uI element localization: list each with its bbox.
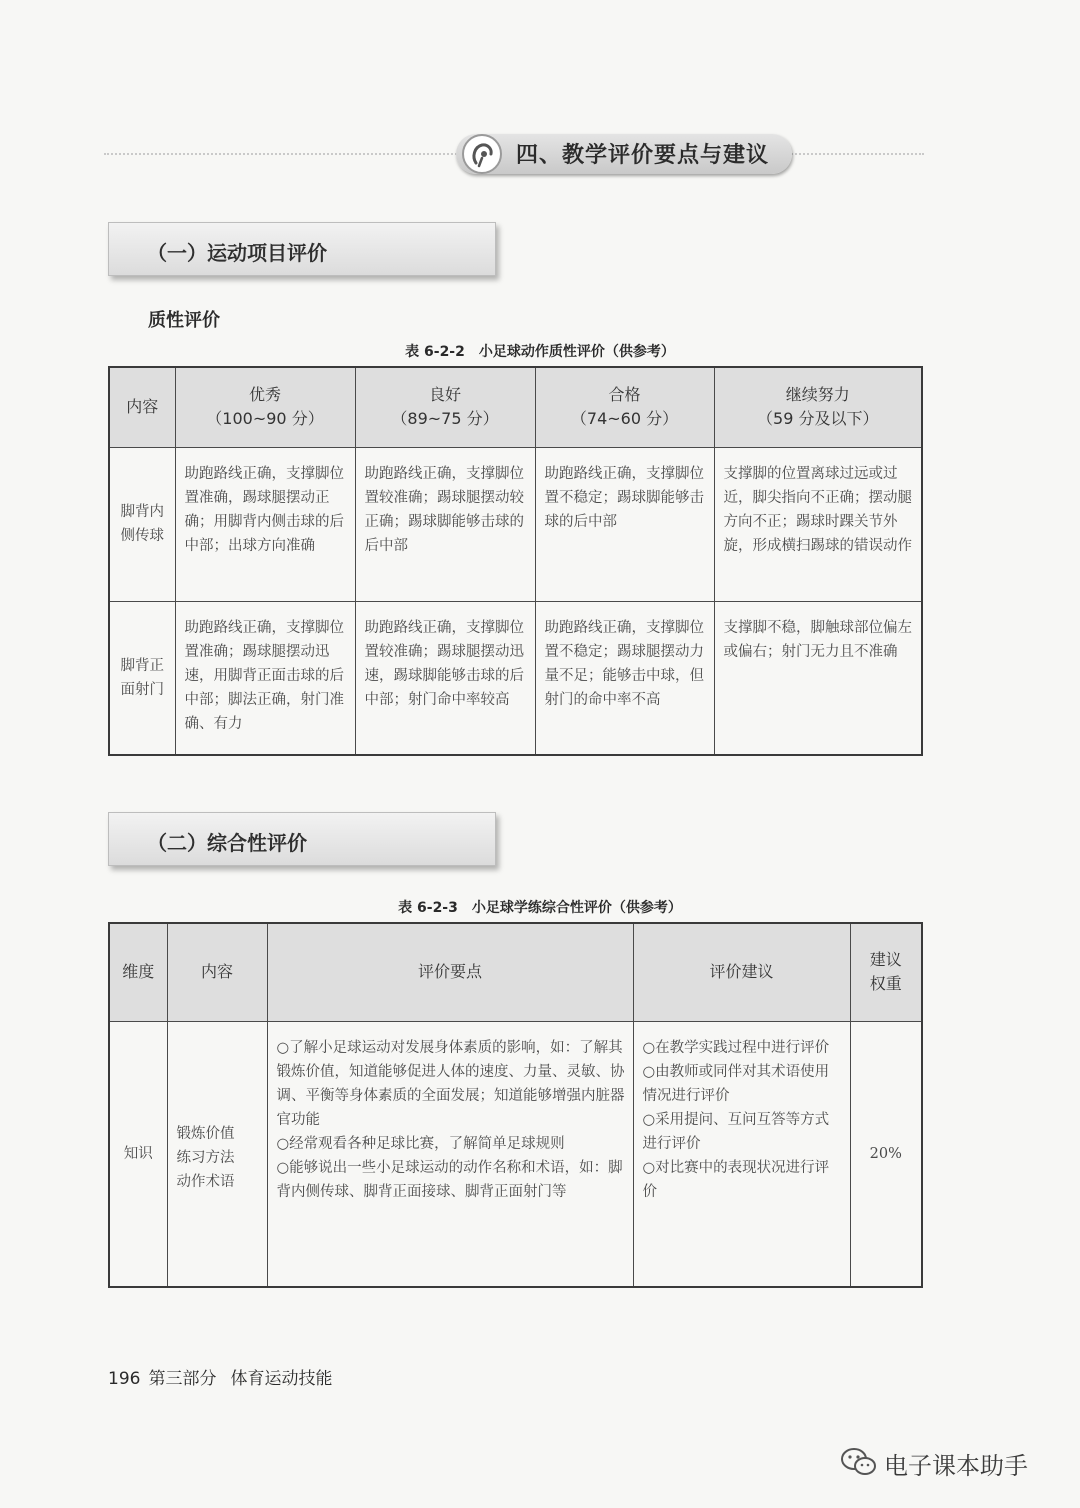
- row-weight: 20%: [850, 1021, 922, 1287]
- cell-keep-trying: 支撑脚的位置离球过远或过近，脚尖指向不正确；摆动腿方向不正；踢球时踝关节外旋，形成横扫踢球的错误动作: [714, 447, 922, 601]
- row-label: 脚背正面射门: [109, 601, 175, 755]
- header-pass: 合格 （74~60 分）: [535, 367, 714, 447]
- section-badge-icon: [462, 134, 502, 174]
- section-banner: [104, 134, 924, 174]
- wechat-watermark: [840, 1444, 1050, 1480]
- header-excellent: 优秀 （100~90 分）: [175, 367, 355, 447]
- table1-caption-text: 小足球动作质性评价（供参考）: [478, 344, 675, 360]
- page-number: 196: [108, 1369, 141, 1389]
- footer-part-title: 体育运动技能: [230, 1369, 333, 1389]
- table-header-row: [109, 923, 922, 1021]
- page-footer: [108, 1364, 332, 1389]
- wechat-account-name: 电子课本助手: [884, 1452, 1028, 1480]
- header-suggested-weight: 建议 权重: [850, 923, 922, 1021]
- cell-pass: 助跑路线正确，支撑脚位置不稳定；踢球脚能够击球的后中部: [535, 447, 714, 601]
- table-header-row: [109, 367, 922, 447]
- table2-caption-number: 表 6-2-3: [398, 900, 458, 916]
- wechat-icon: [840, 1446, 878, 1478]
- footer-part: 第三部分: [148, 1369, 217, 1389]
- table2-caption-text: 小足球学练综合性评价（供参考）: [471, 900, 682, 916]
- sub-banner-title: （二）综合性评价: [147, 831, 307, 855]
- sub-banner-title: （一）运动项目评价: [147, 241, 327, 265]
- cell-excellent: 助跑路线正确，支撑脚位置准确；踢球腿摆动迅速，用脚背正面击球的后中部；脚法正确，射门准确、有力: [175, 601, 355, 755]
- cell-pass: 助跑路线正确，支撑脚位置不稳定；踢球腿摆动力量不足；能够击中球，但射门的命中率不高: [535, 601, 714, 755]
- header-content: 内容: [167, 923, 267, 1021]
- row-content: 锻炼价值 练习方法 动作术语: [167, 1021, 267, 1287]
- heading-qualitative: 质性评价: [148, 310, 220, 331]
- qualitative-evaluation-table: [108, 366, 923, 756]
- section-title: 四、教学评价要点与建议: [516, 143, 770, 168]
- table-row: [109, 447, 922, 601]
- table-row: [109, 1021, 922, 1287]
- header-content: 内容: [109, 367, 175, 447]
- header-good: 良好 （89~75 分）: [355, 367, 535, 447]
- header-evaluation-suggestions: 评价建议: [633, 923, 850, 1021]
- row-dimension: 知识: [109, 1021, 167, 1287]
- table2-caption: [0, 897, 1080, 917]
- header-evaluation-points: 评价要点: [267, 923, 633, 1021]
- table1-caption: [0, 341, 1080, 361]
- cell-excellent: 助跑路线正确，支撑脚位置准确，踢球腿摆动正确；用脚背内侧击球的后中部；出球方向准确: [175, 447, 355, 601]
- sub-banner-comprehensive-evaluation: [108, 812, 496, 866]
- row-evaluation-points: ○了解小足球运动对发展身体素质的影响，如：了解其锻炼价值，知道能够促进人体的速度、力量、灵敏、协调、平衡等身体素质的全面发展；知道能够增强内脏器官功能 ○经常观看各种足球比赛，了解简单足球规则 ○能够说出一些小足球运动的动作名称和术语，如：脚背内侧传球、脚背正面接球、脚背正面射门等: [267, 1021, 633, 1287]
- header-dimension: 维度: [109, 923, 167, 1021]
- cell-keep-trying: 支撑脚不稳，脚触球部位偏左或偏右；射门无力且不准确: [714, 601, 922, 755]
- sub-banner-sports-evaluation: [108, 222, 496, 276]
- header-keep-trying: 继续努力 （59 分及以下）: [714, 367, 922, 447]
- row-evaluation-suggestions: ○在教学实践过程中进行评价 ○由教师或同伴对其术语使用情况进行评价 ○采用提问、互问互答等方式进行评价 ○对比赛中的表现状况进行评价: [633, 1021, 850, 1287]
- row-label: 脚背内侧传球: [109, 447, 175, 601]
- cell-good: 助跑路线正确，支撑脚位置较准确；踢球腿摆动迅速，踢球脚能够击球的后中部；射门命中率较高: [355, 601, 535, 755]
- comprehensive-evaluation-table: [108, 922, 923, 1288]
- table-row: [109, 601, 922, 755]
- table1-caption-number: 表 6-2-2: [405, 344, 465, 360]
- cell-good: 助跑路线正确，支撑脚位置较准确；踢球腿摆动较正确；踢球脚能够击球的后中部: [355, 447, 535, 601]
